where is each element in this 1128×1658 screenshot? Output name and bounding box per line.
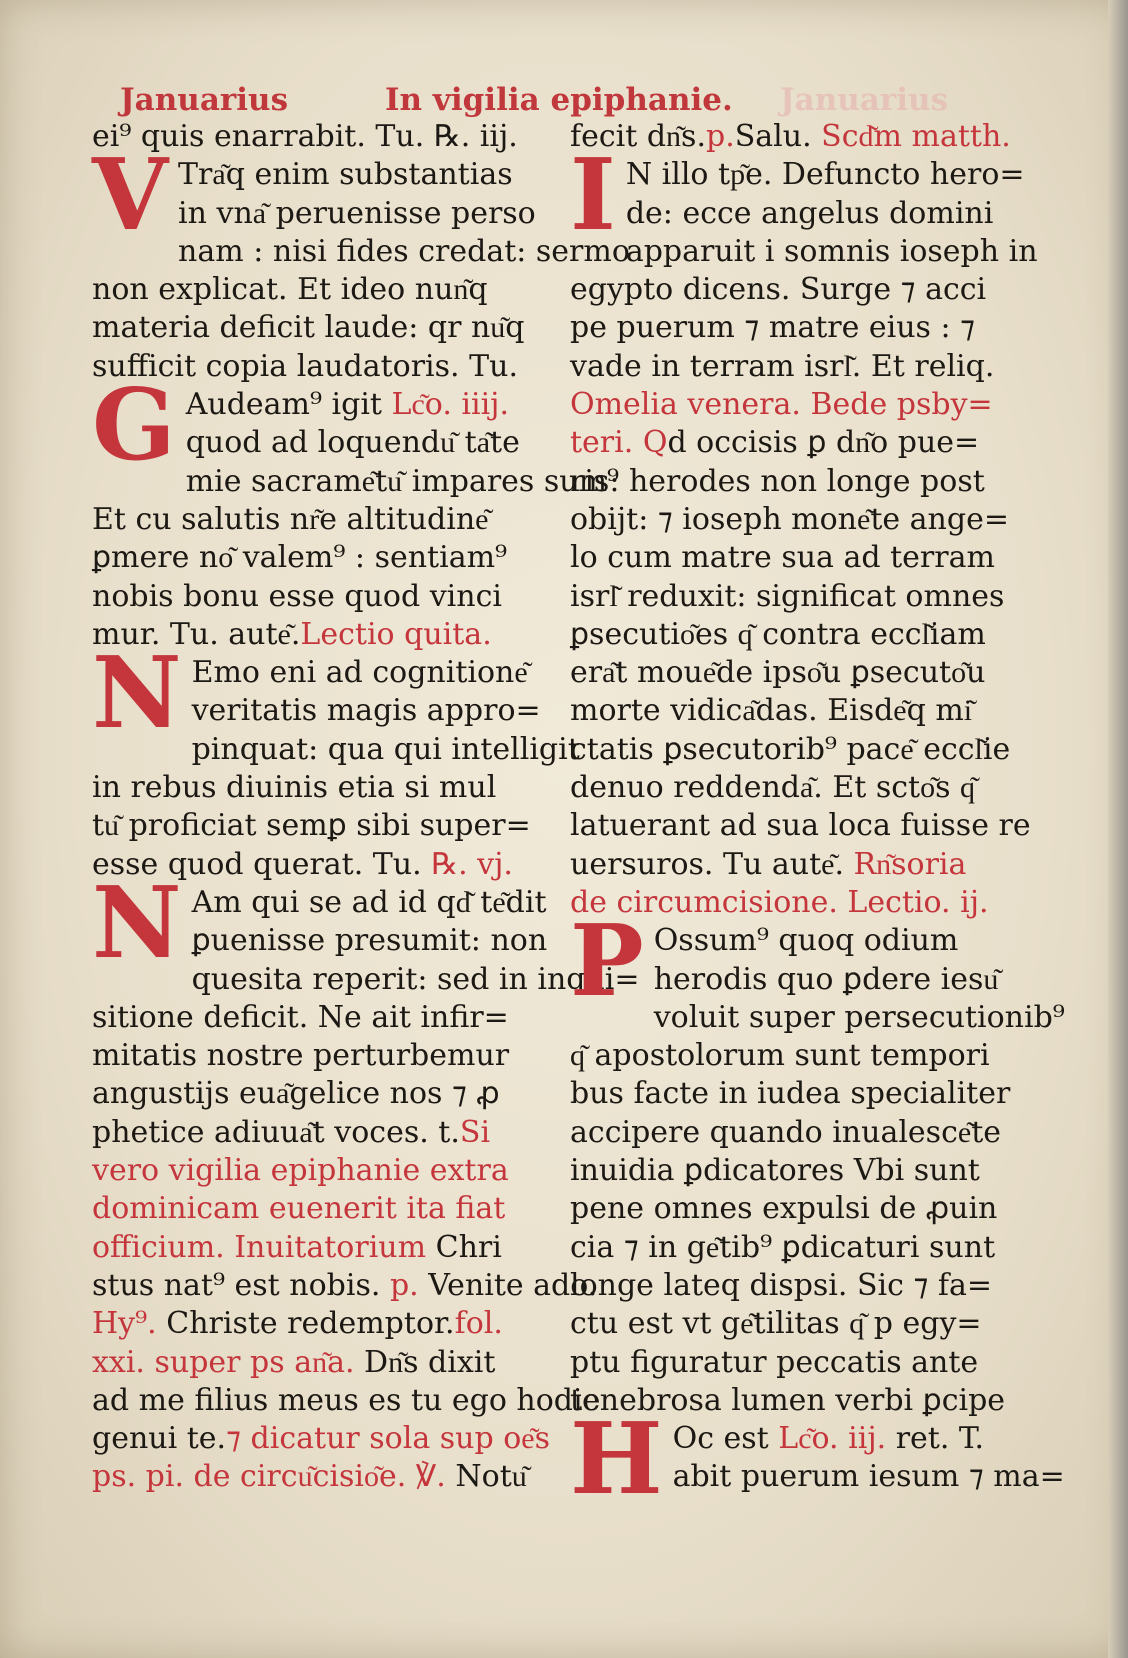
text-line: inuidia ꝑdicatores Vbi sunt <box>570 1153 980 1189</box>
paragraph-block <box>92 865 550 981</box>
rubric-line: de circumcisione. Lectio. ij. <box>570 884 989 920</box>
initial-letter: I <box>570 138 616 254</box>
text-line: Tra͂q enim substantias <box>178 157 513 193</box>
header-month: Januarius <box>120 82 289 118</box>
rubric: Si <box>459 1114 491 1150</box>
rubric: ⁊ dicatur sola sup oe͂s <box>226 1421 550 1457</box>
paragraph-block <box>92 138 550 254</box>
text-line: angustijs eua͂gelice nos ⁊ ꝓ <box>92 1076 500 1112</box>
text-line: nobis bonu esse quod vinci <box>92 578 502 614</box>
rubric-line: Omelia venera. Bede psby= <box>570 387 993 423</box>
text-line: tenebrosa lumen verbi ꝑcipe <box>570 1382 1006 1418</box>
text-line: in vna͂ peruenisse perso <box>178 195 536 231</box>
text-run: d occisis ꝑ dn͂o pue= <box>667 425 980 461</box>
text-line: pe puerum ⁊ matre eius : ⁊ <box>570 310 976 346</box>
text-line: pinquat: qua qui intelligit <box>191 731 580 767</box>
header-title: In vigilia epiphanie. <box>385 82 733 118</box>
rubric: Lc͂o. iiij. <box>391 387 510 423</box>
text-line: morte vidica͂das. Eisde͂q mi͂ <box>570 693 973 729</box>
text-line: materia deficit laude: qr nu͂q <box>92 310 525 346</box>
text-run: ret. T. <box>895 1421 985 1457</box>
rubric: ps. pi. de circu͂cisio͂e. ℣. <box>92 1459 446 1495</box>
text-run: Venite ado. <box>428 1267 598 1303</box>
rubric: Lectio quita. <box>300 616 492 652</box>
text-line: ptu figuratur peccatis ante <box>570 1344 979 1380</box>
text-line: apparuit i somnis ioseph in <box>625 233 1038 269</box>
text-line: isrl͂ reduxit: significat omnes <box>570 578 1005 614</box>
text-run: Chri <box>435 1229 502 1265</box>
text-line: pene omnes expulsi de ꝓuin <box>570 1191 998 1227</box>
text-line: sitione deficit. Ne ait infir= <box>92 999 509 1035</box>
text-line: Am qui se ad id qd͂ te͂dit <box>191 884 547 920</box>
text-line: mitatis nostre perturbemur <box>92 1038 510 1074</box>
rubric: xxi. super ps an͂a. <box>92 1344 355 1380</box>
text-line: veritatis magis appro= <box>191 693 541 729</box>
text-line: sufficit copia laudatoris. Tu. <box>92 348 518 384</box>
text-line: egypto dicens. Surge ⁊ acci <box>570 272 987 308</box>
rubric: ℞. vj. <box>431 846 513 882</box>
text-line: Et cu salutis nr͂e altitudine͂ <box>92 501 489 537</box>
text-line <box>570 846 1030 884</box>
text-line: Emo eni ad cognitione͂ <box>191 655 528 691</box>
text-line: era͂t moue͂de ipso͂u ꝑsecuto͂u <box>570 655 986 691</box>
initial-letter: N <box>92 865 182 981</box>
text-line: in rebus diuinis etia si mul <box>92 770 497 806</box>
text-line <box>92 1305 550 1343</box>
rubric-line: dominicam euenerit ita fiat <box>92 1191 506 1227</box>
text-line: lo cum matre sua ad terram <box>570 540 995 576</box>
text-run: uersuros. Tu aute͂. <box>570 846 844 882</box>
text-run: stus nat⁹ est nobis. <box>92 1267 381 1303</box>
text-line: denuo reddenda͂. Et scto͂s q͂ <box>570 770 976 806</box>
text-line: tu͂ proficiat semꝑ sibi super= <box>92 808 531 844</box>
text-line: voluit super persecutionib⁹ <box>653 999 1065 1035</box>
text-line: obijt: ⁊ ioseph mone͂te ange= <box>570 501 1009 537</box>
text-run: Audeam⁹ igit <box>185 387 382 423</box>
initial-letter: N <box>92 636 182 752</box>
initial-letter: P <box>570 904 644 1020</box>
text-line: herodis quo ꝑdere iesu͂ <box>653 961 999 997</box>
initial-letter: G <box>92 368 176 484</box>
header-show-through: Januarius <box>780 82 949 118</box>
text-run: Notu͂ <box>455 1459 527 1495</box>
text-line: abit puerum iesum ⁊ ma= <box>672 1459 1065 1495</box>
text-line <box>92 1229 550 1267</box>
initial-letter: V <box>92 138 169 254</box>
text-line: cia ⁊ in ge͂tib⁹ ꝑdicaturi sunt <box>570 1229 996 1265</box>
text-line <box>92 846 550 884</box>
rubric: teri. <box>570 425 634 461</box>
rubric: fol. <box>454 1306 503 1342</box>
rubric: p. <box>389 1267 419 1303</box>
text-run: esse quod querat. Tu. <box>92 846 422 882</box>
text-run: phetice adiuua͂t voces. t. <box>92 1114 460 1150</box>
rubric: p. <box>705 119 735 154</box>
paragraph-block <box>570 1402 1065 1518</box>
rubric: Scd͂m matth. <box>821 119 1011 154</box>
text-line: accipere quando inualesce͂te <box>570 1114 1002 1150</box>
text-line: ctu est vt ge͂tilitas q͂ p egy= <box>570 1306 982 1342</box>
small-initial: Q <box>642 425 668 461</box>
text-line: ꝑuenisse presumit: non <box>191 923 548 959</box>
text-run: Christe redemptor. <box>166 1306 455 1342</box>
text-line: quesita reperit: sed in inqui= <box>191 961 640 997</box>
text-line <box>570 118 1030 156</box>
text-line: ad me filius meus es tu ego hodie <box>92 1382 601 1418</box>
text-run: Salu. <box>734 119 812 154</box>
paragraph-block <box>92 368 550 484</box>
text-run: fecit dn͂s. <box>570 119 706 154</box>
text-line: nam : nisi fides credat: sermo <box>178 233 630 269</box>
text-line: bus facte in iudea specialiter <box>570 1076 1011 1112</box>
text-run: mur. Tu. aute͂. <box>92 616 301 652</box>
rubric-line: vero vigilia epiphanie extra <box>92 1153 509 1189</box>
text-line: de: ecce angelus domini <box>625 195 994 231</box>
page-edge <box>1108 0 1128 1658</box>
text-line: ctatis ꝑsecutorib⁹ pace͂ eccl͂ie <box>570 731 1011 767</box>
text-run: genui te. <box>92 1421 227 1457</box>
text-line <box>92 1114 550 1152</box>
rubric: Hy⁹. <box>92 1306 157 1342</box>
text-line <box>92 1420 550 1458</box>
text-line <box>92 616 550 654</box>
text-line <box>92 1458 550 1496</box>
text-line: ris: herodes non longe post <box>570 463 985 499</box>
rubric: Lc͂o. iij. <box>778 1421 887 1457</box>
text-line <box>570 424 1030 462</box>
text-run: Oc est <box>672 1421 769 1457</box>
text-line: q͂ apostolorum sunt tempori <box>570 1038 990 1074</box>
text-line: non explicat. Et ideo nun͂q <box>92 272 488 308</box>
text-line: Ossum⁹ quoq odium <box>653 923 959 959</box>
text-line <box>92 1267 598 1305</box>
rubric: Rn͂soria <box>853 846 967 882</box>
text-line: latuerant ad sua loca fuisse re <box>570 808 1031 844</box>
text-line <box>92 1344 550 1382</box>
text-run: Dn͂s dixit <box>364 1344 496 1380</box>
text-line: ꝑmere no͂ valem⁹ : sentiam⁹ <box>92 540 508 576</box>
text-line: quod ad loquendu͂ ta͂te <box>185 425 520 461</box>
text-line: vade in terram isrl͂. Et reliq. <box>570 348 995 384</box>
text-line: ei⁹ quis enarrabit. Tu. ℞. iij. <box>92 119 518 154</box>
text-line: longe lateq dispsi. Sic ⁊ fa= <box>570 1267 993 1303</box>
initial-letter: H <box>570 1402 663 1518</box>
text-line: mie sacrame͂tu͂ impares sum⁹ <box>185 463 620 499</box>
rubric: officium. Inuitatorium <box>92 1229 427 1265</box>
text-line: ꝑsecutio͂es q͂ contra eccl͂iam <box>570 616 986 652</box>
right-column <box>570 118 1065 1518</box>
text-line: N illo tp͂e. Defuncto hero= <box>625 157 1025 193</box>
